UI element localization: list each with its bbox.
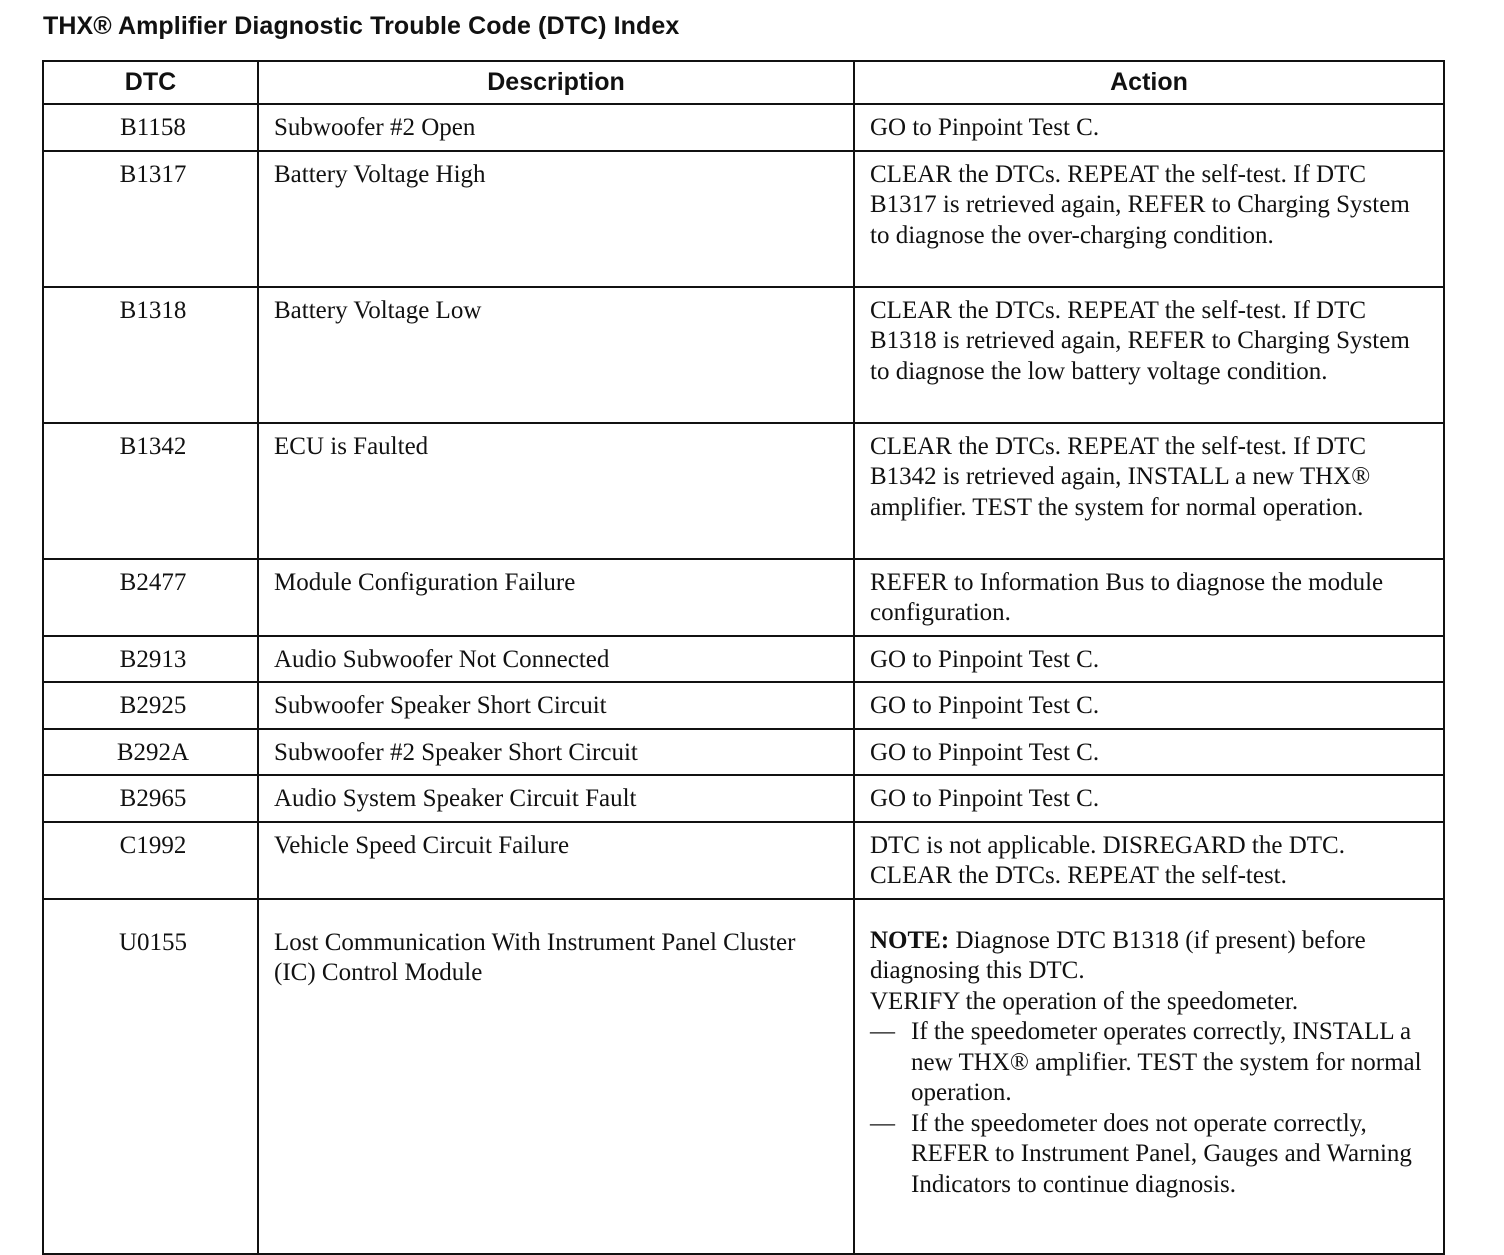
note-text: Diagnose DTC B1318 (if present) before diagnosing this DTC. <box>870 926 1366 984</box>
dtc-description: Module Configuration Failure <box>258 559 854 636</box>
column-header-action: Action <box>854 61 1444 104</box>
table-row <box>43 151 1444 287</box>
page-title: THX® Amplifier Diagnostic Trouble Code (DTC) Index <box>43 12 680 40</box>
table-row <box>43 636 1444 683</box>
dtc-action <box>854 899 1444 1254</box>
table-row <box>43 775 1444 822</box>
column-header-description: Description <box>258 61 854 104</box>
action-bullet <box>870 1017 1433 1109</box>
dtc-description: Battery Voltage Low <box>258 287 854 423</box>
dtc-action: GO to Pinpoint Test C. <box>854 729 1444 776</box>
table-row <box>43 423 1444 559</box>
dtc-code: C1992 <box>43 822 258 899</box>
dtc-code: B1317 <box>43 151 258 287</box>
table-header-row <box>43 61 1444 104</box>
dtc-action: DTC is not applicable. DISREGARD the DTC. CLEAR the DTCs. REPEAT the self-test. <box>854 822 1444 899</box>
dtc-description: ECU is Faulted <box>258 423 854 559</box>
dtc-action: CLEAR the DTCs. REPEAT the self-test. If DTC B1342 is retrieved again, INSTALL a new THX® amplifier. TEST the system for normal operation. <box>854 423 1444 559</box>
dtc-code: B2477 <box>43 559 258 636</box>
note-label: NOTE: <box>870 926 950 954</box>
dtc-description: Audio Subwoofer Not Connected <box>258 636 854 683</box>
verify-step: VERIFY the operation of the speedometer. <box>870 987 1299 1015</box>
dtc-action: GO to Pinpoint Test C. <box>854 104 1444 151</box>
dtc-description: Subwoofer #2 Open <box>258 104 854 151</box>
dtc-description: Lost Communication With Instrument Panel Cluster (IC) Control Module <box>258 899 854 1254</box>
dtc-code: B1342 <box>43 423 258 559</box>
table-row <box>43 287 1444 423</box>
column-header-dtc: DTC <box>43 61 258 104</box>
dtc-description: Subwoofer #2 Speaker Short Circuit <box>258 729 854 776</box>
table-row <box>43 822 1444 899</box>
dtc-description: Battery Voltage High <box>258 151 854 287</box>
dtc-action: REFER to Information Bus to diagnose the module configuration. <box>854 559 1444 636</box>
dtc-code: U0155 <box>43 899 258 1254</box>
table-row <box>43 104 1444 151</box>
dtc-action: CLEAR the DTCs. REPEAT the self-test. If DTC B1318 is retrieved again, REFER to Charging System to diagnose the low battery voltage condition. <box>854 287 1444 423</box>
bullet-dash: — <box>870 1018 895 1045</box>
bullet-text: If the speedometer does not operate correctly, REFER to Instrument Panel, Gauges and Warning Indicators to continue diagnosis. <box>911 1109 1412 1198</box>
dtc-description: Vehicle Speed Circuit Failure <box>258 822 854 899</box>
table-row <box>43 729 1444 776</box>
table-row <box>43 682 1444 729</box>
note-line <box>870 926 1433 987</box>
dtc-code: B2965 <box>43 775 258 822</box>
dtc-description: Subwoofer Speaker Short Circuit <box>258 682 854 729</box>
dtc-code: B1318 <box>43 287 258 423</box>
dtc-code: B2913 <box>43 636 258 683</box>
dtc-description: Audio System Speaker Circuit Fault <box>258 775 854 822</box>
dtc-code: B292A <box>43 729 258 776</box>
bullet-text: If the speedometer operates correctly, INSTALL a new THX® amplifier. TEST the system for normal operation. <box>911 1018 1422 1106</box>
dtc-code: B1158 <box>43 104 258 151</box>
dtc-action: CLEAR the DTCs. REPEAT the self-test. If DTC B1317 is retrieved again, REFER to Charging System to diagnose the over-charging condition. <box>854 151 1444 287</box>
table-row <box>43 899 1444 1254</box>
dtc-action: GO to Pinpoint Test C. <box>854 682 1444 729</box>
bullet-dash: — <box>870 1109 895 1137</box>
action-bullet <box>870 1109 1433 1201</box>
dtc-code: B2925 <box>43 682 258 729</box>
dtc-index-table <box>42 60 1445 1255</box>
table-row <box>43 559 1444 636</box>
dtc-action: GO to Pinpoint Test C. <box>854 636 1444 683</box>
dtc-action: GO to Pinpoint Test C. <box>854 775 1444 822</box>
